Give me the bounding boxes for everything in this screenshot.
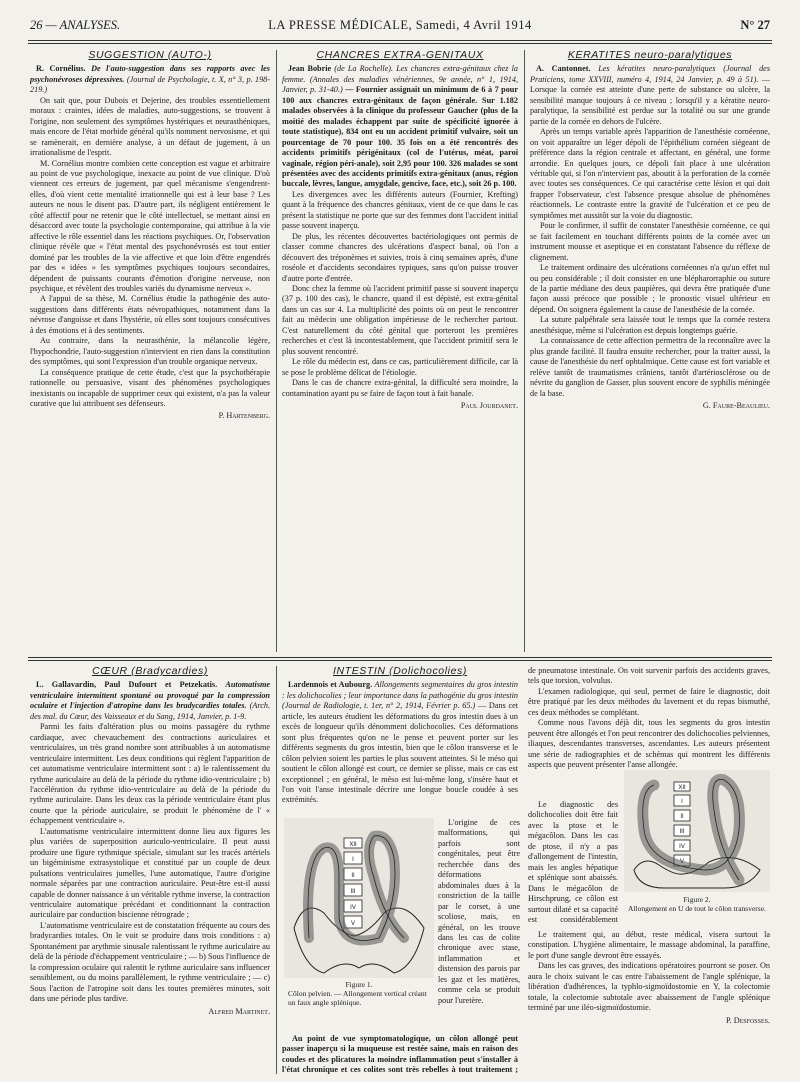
article-intestin-side (438, 818, 520, 1032)
author: Lardennois et Aubourg. (288, 680, 373, 690)
section-title: CHANCRES EXTRA-GÉNITAUX (316, 50, 484, 61)
signature: G. Faure-Beaulieu. (702, 400, 770, 410)
section-rule (28, 657, 772, 658)
issue-number: N° 27 (740, 18, 770, 32)
section-title: INTESTIN (Dolichocolies) (332, 666, 467, 677)
figure-title: Figure 2. (683, 895, 711, 904)
article-intestin-right-bottom (528, 930, 770, 1076)
vertebra-label: I (352, 857, 354, 863)
vertebra-label: II (351, 873, 355, 879)
section-title: KÉRATITES neuro-paralytiques (567, 50, 733, 61)
article-intestin-bottom (282, 1034, 518, 1076)
figure-title: Figure 1. (345, 980, 373, 989)
section-title: CŒUR (Bradycardies) (92, 666, 208, 677)
paragraph: Le diagnostic des dolichocolies doit être fait avec la ptose et le mégacôlon. Dans les cas de ptose, il n'y a pas d'allongement de l'intestin, mais les angles hépatique et splénique sont abaissés. Dans le mégacôlon de Hirschprung, ce côlon est surtout dilaté et sa capacité est considérablement (528, 800, 618, 924)
figure-caption: Côlon pelvien. — Allongement vertical créant un faux angle splénique. (288, 989, 427, 1007)
vertebra-label: V (350, 921, 356, 927)
vertebra-label: IV (679, 844, 685, 850)
paragraph: Le rôle du médecin est, dans ce cas, particulièrement difficile, car là se pose le problème délicat de l'étiologie. (282, 357, 518, 377)
paragraph: Au point de vue symptomatologique, un côlon allongé peut passer inaperçu si la muqueuse est restée saine, mais en raison des coudes et des plicatures la moindre inflammation peut s'installer à l'état chronique et ces colites sont très rebelles à tout traitement ; (282, 1034, 518, 1075)
colon-diagram-1 (284, 818, 434, 978)
vertebra-label: IV (350, 905, 356, 911)
paragraph: De plus, les récentes découvertes bactériologiques ont permis de classer comme chancres des ulcérations d'aspect banal, où l'on a découvert des tréponèmes et suivies, trois à cinq semaines après, d'une roséole et d'accidents secondaires typiques, sans qu'on puisse trouver d'autre porte d'entrée. (282, 231, 518, 283)
article-lead (530, 64, 770, 127)
signature: Paul Jourdanet. (460, 400, 518, 410)
vertebra-label: III (679, 829, 685, 835)
signature: Alfred Martinet. (208, 1006, 270, 1016)
author: Jean Bobrie (288, 64, 332, 74)
signature: P. Desfosses. (725, 1015, 770, 1025)
paragraph: Le traitement ordinaire des ulcérations cornéennes n'a qu'un effet nul ou peu considérable ; il doit consister en une blépharorraphie ou suture de la partie médiane des deux paupières, qui devra être pratiquée d'une façon aussi précoce que possible ; le pronostic visuel ultérieur en dépend. On soignera également la cause de l'anesthésie de la cornée. (530, 263, 770, 314)
paragraph: La suture palpébrale sera laissée tout le temps que la cornée restera anesthésique, même si l'ulcération est depuis longtemps guérie. (530, 315, 770, 335)
paragraph: L'origine de ces malformations, qui parfois sont congénitales, peut être recherchée dans des déformations abdominales dues à la constriction de la taille par le corset, à une scoliose, mais, en général, on les trouve dans les cas de colite chronique avec stase, inflammation et distension des parois par les gaz et les matières, comme cela se produit pour l'uretère. (438, 818, 520, 1005)
figure-2 (624, 770, 770, 926)
paragraph: Comme nous l'avons déjà dit, tous les segments du gros intestin peuvent être allongés et l'on peut rencontrer des dolichocolies pelviennes, iliaques, descendantes transverses, ascendantes. Les auteurs présentent une série de radiographies et de schémas qui montrent les différents aspects que peuvent présenter l'anse allongée. (528, 718, 770, 770)
paragraph: Dans le cas de chancre extra-génital, la difficulté sera moindre, la contamination ayant pu se faire de façon tout à fait banale. (282, 378, 518, 398)
paragraph: La conséquence pratique de cette étude, c'est que la psychothérapie rationnelle ou persuasive, visant des phénomènes psychologiques inexistants ou incapable de supprimer ceux qui existent, n'a pas la valeur curative que lui attribuent ses défenseurs. (30, 367, 270, 408)
author: R. Cornélius. (36, 64, 86, 74)
paragraph: Dans les cas graves, des indications opératoires pourront se poser. On aura le choix suivant le cas entre l'abaissement de l'angle splénique, la libération d'adhérences, la typhlo-sigmoïdostomie en Y, la colectomie totale, la colectomie subtotale avec abaissement de l'angle splénique terminé par une iléo-sigmoïdostomie. (528, 961, 770, 1013)
article-coeur (30, 666, 270, 1076)
vertebra-label: I (681, 799, 683, 805)
article-intestin-narrow (528, 800, 618, 924)
article-suggestion (30, 50, 270, 654)
paragraph: La connaissance de cette affection permettra de la reconnaître avec la plus grande facilité. Il faudra ensuite rechercher, pour la traiter aussi, la cause de l'anesthésie du nerf ophtalmique. Cette cause est fort variable et relève tantôt de traumatismes crâniens, tantôt d'artériosclérose ou de névrite du ganglion de Gasser, plus souvent encore de syphilis méningée de la base. (530, 336, 770, 398)
section-rule-2 (28, 660, 772, 661)
article-title: De l'auto-suggestion dans ses rapports avec les psychonévroses dépressives. (30, 64, 270, 84)
paragraph: Au contraire, dans la neurasthénie, la mélancolie légère, l'hypochondrie, l'auto-suggestion n'intervient en rien dans la constitution des symptômes, qui sont l'expression d'un trouble organique nerveux. (30, 336, 270, 367)
colon-diagram-2 (624, 770, 770, 892)
paragraph: M. Cornélius montre combien cette conception est vague et arbitraire au point de vue psychologique, inexacte au point de vue clinique. D'où viennent ces erreurs de jugement, par quel mécanisme s'engendrent-elles, d'où vient cette mentalité irrationnelle qui est à leur base ? Les auteurs ne nous le disent pas. D'autre part, ils négligent entièrement le côté affectif pour ne retenir que le côté intellectuel, se mettant ainsi en désaccord avec toute la psychologie contemporaine, qui attribue à la vie affective le rôle essentiel dans les réactions psychiques. Or, l'observation clinique révèle que « l'état mental des psychonévrosés est tout entier dominé par les troubles de la vie affective et que loin d'être engendrés par des « idées » les symptômes psychiques toujours secondaires, dépendent de puissants courants d'émotion d'origine nerveuse, non psychique, et révèlent des troubles variés du dynamisme nerveux ». (30, 158, 270, 293)
page-header (30, 18, 770, 38)
paragraph: — Fournier assignait un minimum de 6 à 7 pour 100 aux chancres extra-génitaux de façon générale. Sur 1.182 malades observées à la clinique du professeur Gaucher (plus de la moitié des malades échappent par suite de spécificité ignorée à toute statistique), 834 ont eu un accident primitif vulvaire, soit un pourcentage de 70 pour 100. 35 fois on a été rencontrés des accidents primitifs périgénitaux (col de l'utérus, méat, paroi vaginale, région péri-anale), soit 2,95 pour 100. 326 malades se sont présentées avec des accidents primitifs extra-génitaux (anus, région buccale, lèvres, langue, amygdale, gencive, face, etc.), soit 26 p. 100. (282, 85, 518, 189)
paragraph: On sait que, pour Dubois et Dejerine, des troubles essentiellement moraux : craintes, idées de maladies, auto-suggestions, se trouvent à l'origine, non seulement des symptômes hystériques et neurasthéniques, mais encore de l'état morbide général qu'ils nomment nervosisme, et qui se ramènerait, en dernière analyse, à un défaut de jugement, à un irrationalisme de l'esprit. (30, 95, 270, 158)
reference: (Journal de Psychologie, t. X, n° 3, p. 198-219.) (30, 74, 270, 95)
paragraph: Les divergences avec les différents auteurs (Fournier, Krefting) quant à la fréquence des chancres génitaux, vient de ce que dans le cas présent la statistique ne porte que sur des femmes dont l'accident initial passe souvent inaperçu. (282, 189, 518, 231)
article-lead (30, 64, 270, 95)
vertebra-label: II (680, 814, 684, 820)
reference: (Journal de Radiologie, t. 1er, n° 2, 1914, Février p. 65.) (282, 701, 476, 711)
vertebra-label: XII (678, 785, 686, 791)
paragraph: A l'appui de sa thèse, M. Cornélius étudie la pathogénie des auto-suggestions dans différents états névropathiques, notamment dans la névrose d'angoisse et dans l'hystérie, où elles sont toujours consécutives à des émotions et à des sentiments. (30, 294, 270, 335)
reference: (Arch. des mal. du Cœur, des Vaisseaux et du Sang, 1914, Janvier, p. 1-9. (30, 701, 270, 721)
paragraph: Après un temps variable après l'apparition de l'anesthésie cornéenne, on voit apparaître un léger dépoli de l'épithélium cornéen siégeant de préférence dans la région centrale et affectant, en général, une forme arrondie. En quelques jours, ce dépoli fait place à une ulcération véritable qui, si l'on n'intervient pas, aboutit à la perforation de la cornée avec toutes ses conséquences. Ce qui caractérise cette lésion et qui doit frapper l'observateur, c'est l'absence presque absolue de phénomènes réactionnels. Le contraste entre la gravité de l'ulcération et ce peu de symptômes met aussitôt sur la voie du diagnostic. (530, 127, 770, 220)
vertebra-label: V (679, 859, 685, 865)
article-lead (282, 680, 518, 805)
journal-title: LA PRESSE MÉDICALE, Samedi, 4 Avril 1914 (268, 18, 532, 32)
article-title: Automatisme ventriculaire intermittent spontané ou provoqué par la compression oculaire et l'injection d'atropine dans les bradycardies totales. (30, 680, 270, 711)
header-rule (28, 40, 772, 41)
figure-1 (284, 818, 434, 1028)
paragraph: L'examen radiologique, qui seul, permet de faire le diagnostic, doit être pratiqué par les deux méthodes du lavement et du repas bismuthé, ces deux méthodes se complétant. (528, 686, 770, 717)
paragraph: L'automatisme ventriculaire intermittent donne lieu aux figures les plus variées de superposition auriculo-ventriculaire. Il peut aussi produire une figure rythmique spéciale, simulant sur les tracés artériels un bigéminisme extrasystolique et constitué par un couple de deux pulsations ventriculaires jumelles, l'une automatique, l'autre d'origine normale séparées par une contraction auriculaire. Peut-être est-il aussi capable de donner naissance à un véritable rythme inverse, la contraction ventriculaire automatique précédant et conditionnant la contraction auriculaire par conduction biscienne rétrograde ; (30, 826, 270, 920)
article-title: Allongements segmentaires du gros intestin : les dolichocolies ; leur importance dans la pathogénie du gros intestin (282, 680, 518, 700)
paragraph: de pneumatose intestinale. On voit survenir parfois des accidents graves, tels que torsion, volvulus. (528, 666, 770, 686)
paragraph: — Lorsque la cornée est atteinte d'une perte de substance ou ulcère, la sensibilité manque toujours à ce niveau ; lorsqu'il y a kératite neuro-paralytique, la sensibilité est perdue sur la totalité ou sur une grande partie de la cornée en dehors de l'ulcère. (530, 74, 770, 126)
column-divider (524, 50, 525, 652)
section-title: SUGGESTION (AUTO-) (88, 50, 212, 61)
column-divider (276, 666, 277, 1074)
article-title: (de La Rochelle). Les chancres extra-génitaux chez la femme. (Annales des maladies vénériennes, 9e année, n° 1, 1914, Janvier, p. 31-40.) (282, 64, 518, 95)
author: A. Cantonnet. (536, 64, 591, 74)
paragraph: Le traitement qui, au début, reste médical, visera surtout la constipation. L'hygiène alimentaire, le massage abdominal, la paraffine, le port d'une sangle devront être essayés. (528, 930, 770, 960)
author: L. Gallavardin, Paul Dufourt et Petzekatis. (36, 680, 218, 690)
signature: P. Hartenberg. (218, 411, 270, 421)
paragraph: L'automatisme ventriculaire est de constatation fréquente au cours des bradycardies totales. On le voit se produire dans trois conditions : a) Spontanément par arythmie sinusale ralentissant le rythme auriculaire au delà de la période d'échappement ventriculaire ; — b) Sous l'influence de la compression oculaire qui ralentit le rythme auriculaire sans influencer sensiblement, ou du moins parallèlement, le rythme ventriculaire ; — c) Sous l'action de l'atropine soit dans les toutes premières minutes, soit dans une période plus tardive. (30, 920, 270, 1004)
paragraph: Parmi les faits d'altération plus ou moins passagère du rythme cardiaque, avec chevauchement des contractions auriculaires et ventriculaires, un très grand nombre sont attribuables à un automatisme ventriculaire intermittent. Les deux conditions qui règlent l'apparition de cet automatisme ventriculaire intermittent sont : a) le ralentissement du rythme auriculaire au delà de la période du rythme idio-ventriculaire ; b) l'accélération du rythme idio-ventriculaire au delà de la période du rythme auriculaire. Dans les deux cas la période ventriculaire étant plus courte que la période auriculaire, se produit le phénomène de l' « échappement ventriculaire ». (30, 722, 270, 826)
article-lead (30, 680, 270, 722)
article-intestin-intro (282, 666, 518, 814)
figure-caption: Allongement en U de tout le côlon transverse. (628, 904, 766, 913)
paragraph: — Dans cet article, les auteurs étudient les déformations du gros intestin dues à un excès de longueur qu'ils dénomment dolichocolies. Ces déformations sont plus fréquentes qu'on ne le pense et peuvent porter sur les différents segments du gros intestin, bien que le côlon transverse et le côlon pelvien soient les parties le plus souvent atteintes. Si le méso qui soutient le côlon allongé est court, ce dernier se plisse, mais ce cas est exceptionnel ; en général, le méso est lui-même long, s'insère haut et l'on voit l'anse intestinale décrire une longue boucle coudée à ses extrémités. (282, 701, 518, 805)
article-lead (282, 64, 518, 189)
article-title: Les kératites neuro-paralytiques (Journal des Praticiens, tome XXVIII, numéro 4, 1914, 24 Janvier, p. 49 à 51). (530, 64, 770, 84)
article-chancres (282, 50, 518, 654)
vertebra-label: XII (349, 842, 357, 848)
vertebra-label: III (350, 889, 356, 895)
article-keratites (530, 50, 770, 654)
paragraph: Donc chez la femme où l'accident primitif passe si souvent inaperçu (37 p. 100 des cas), le chancre, quand il est dépisté, est extra-génital dans un cas sur 4. La multiplicité des points où on peut le rencontrer fait au médecin une obligation impérieuse de le rechercher partout. C'est naturellement du côté génital que porteront les premières recherches et c'est là incontestablement, que l'accident primitif sera le plus souvent rencontré. (282, 283, 518, 356)
header-rule-2 (28, 43, 772, 44)
page-number: 26 — ANALYSES. (30, 18, 121, 32)
column-divider (276, 50, 277, 652)
paragraph: Pour le confirmer, il suffit de constater l'anesthésie cornéenne, ce qui se fait facilement en touchant différents points de la cornée avec un instrument mousse et aseptique et en constatant l'absence du réflexe de clignement. (530, 221, 770, 262)
